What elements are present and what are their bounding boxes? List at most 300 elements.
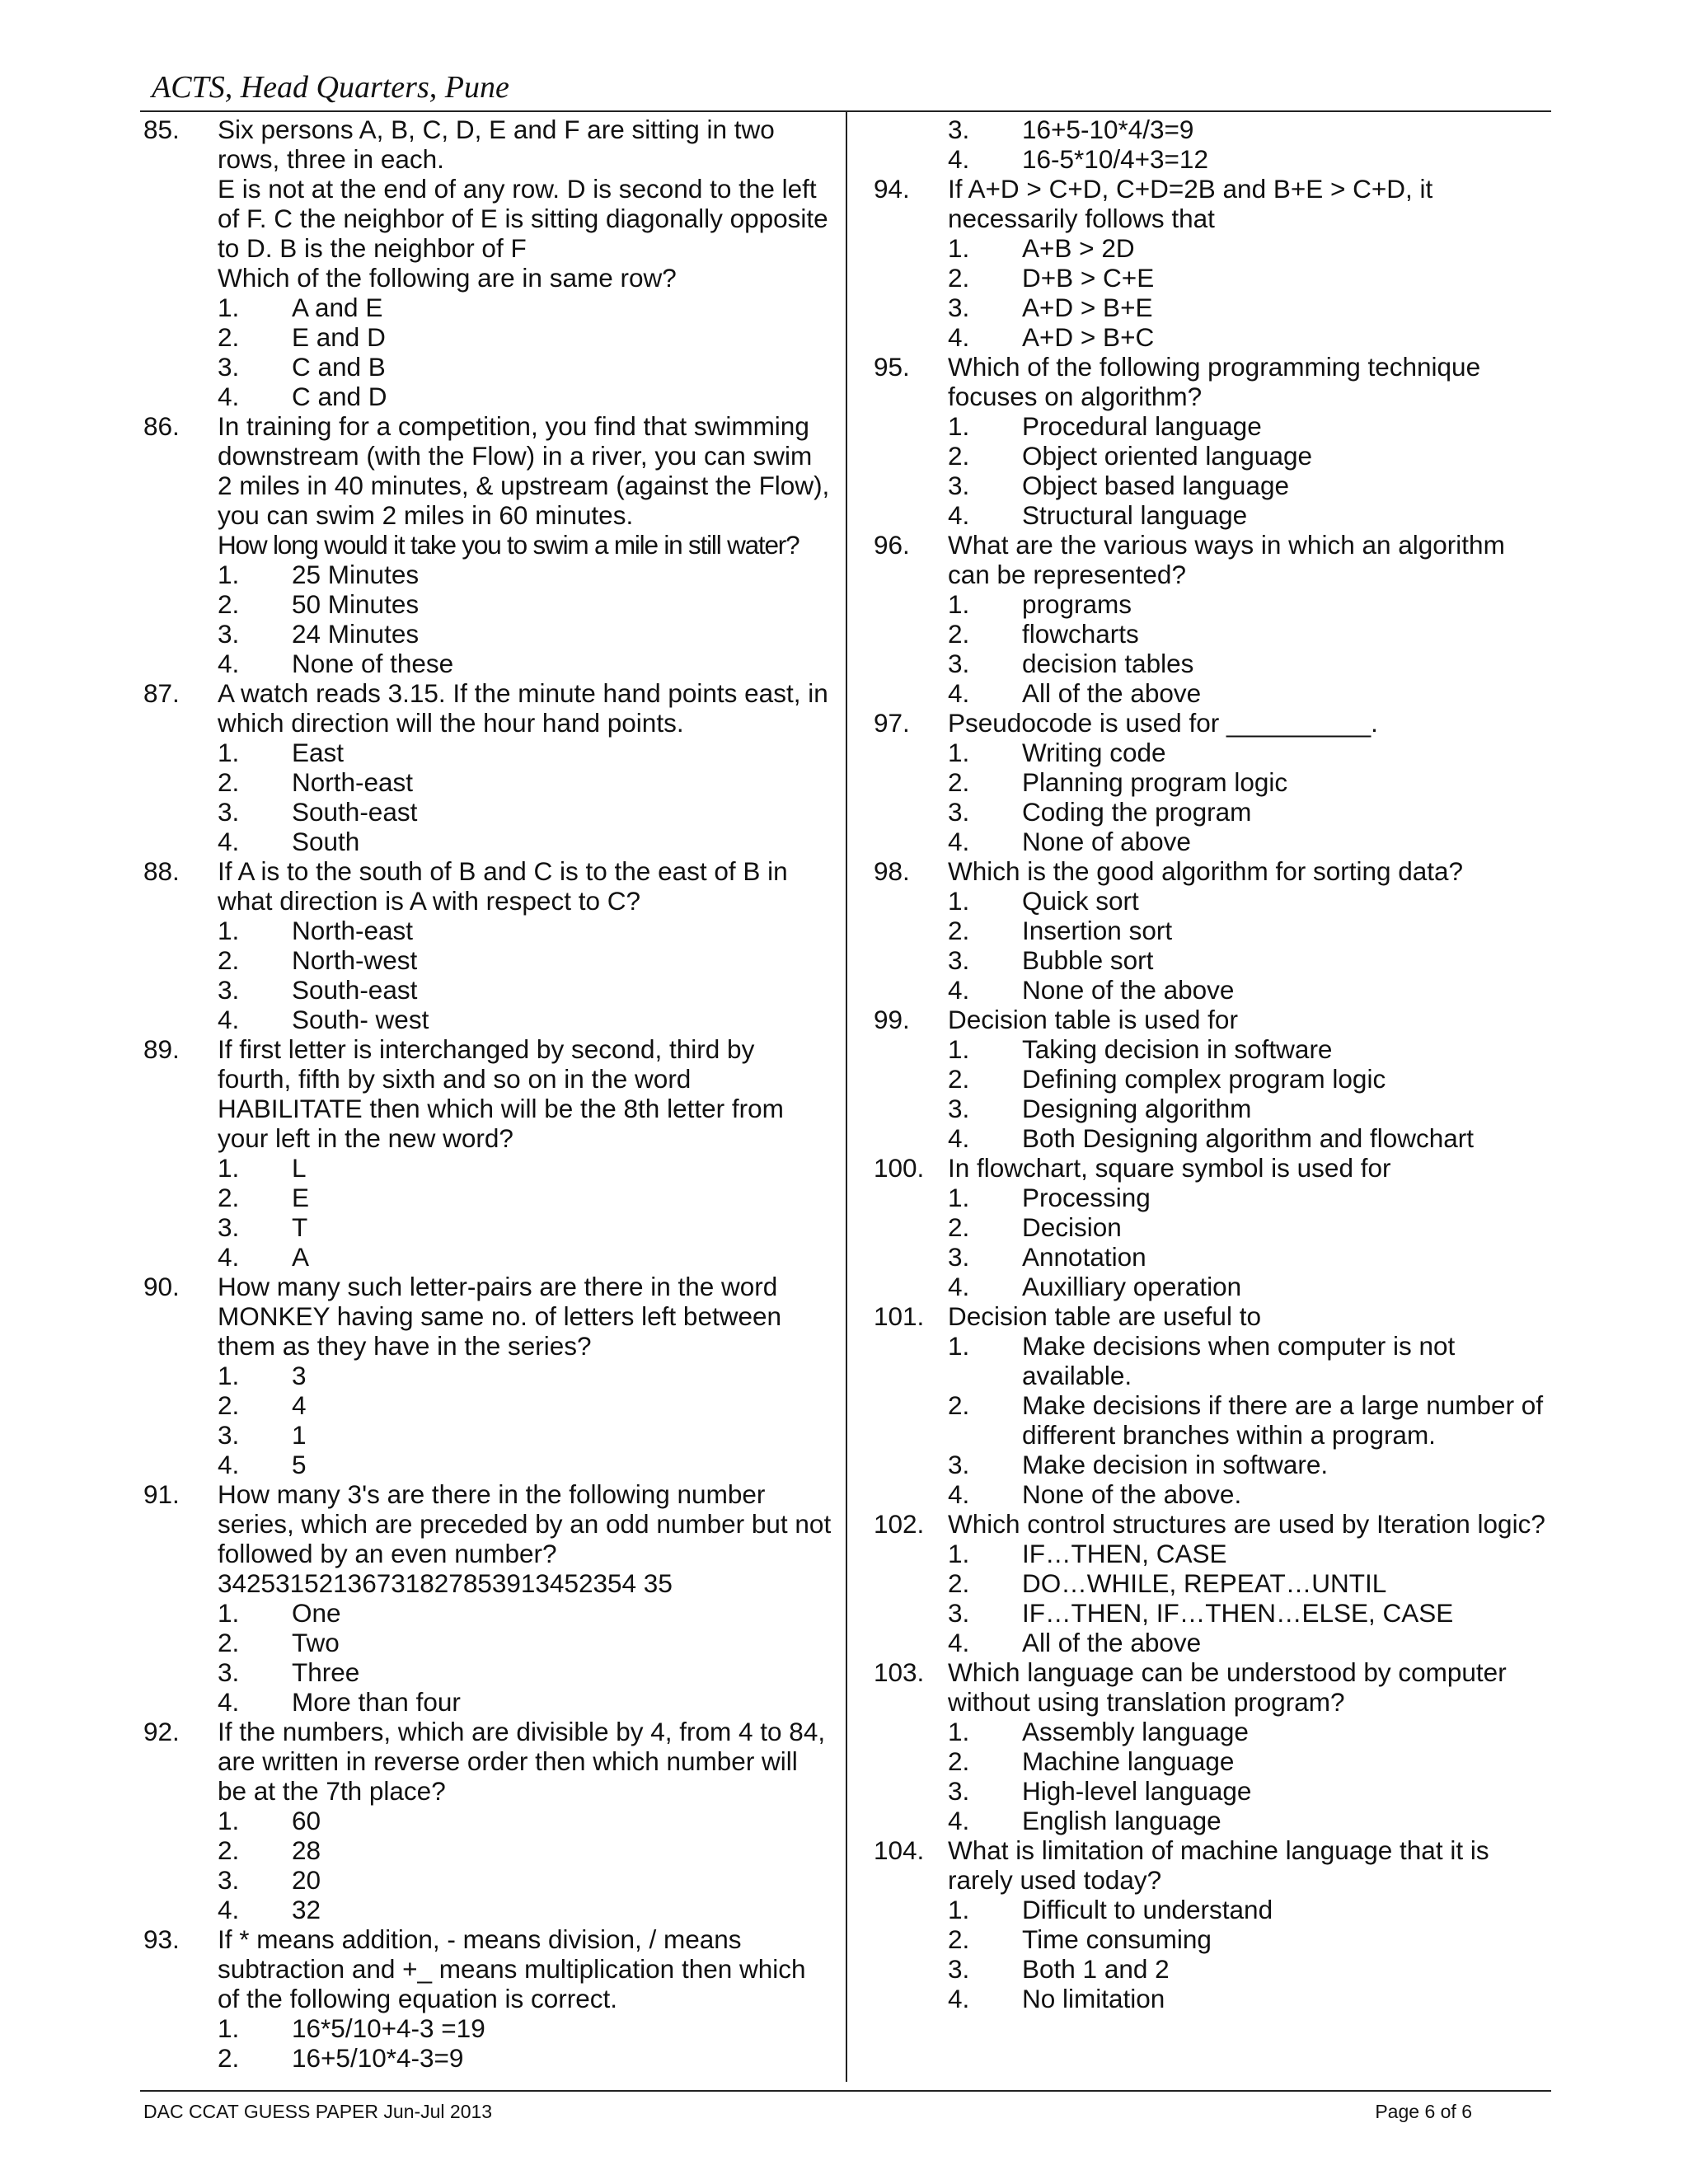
option-number: 2. (218, 1390, 240, 1420)
question-text: Six persons A, B, C, D, E and F are sitting in two rows, three in each. E is not at the end of any row. D is second to the left of F. C the neighbor of E is sitting diagonally opposite to D. B is the neighbor of F Which of the following are in same row? (218, 115, 828, 293)
option-number: 2. (218, 589, 240, 619)
question-item (143, 1272, 832, 1479)
answer-option (218, 1450, 832, 1479)
option-number: 1. (948, 1717, 970, 1746)
answer-option (218, 827, 832, 856)
option-text: 5 (292, 1450, 307, 1479)
question-number: 96. (874, 530, 910, 560)
option-number: 2. (218, 945, 240, 975)
option-text: South- west (292, 1005, 429, 1034)
option-text: A+D > B+E (1022, 293, 1153, 322)
option-number: 2. (948, 1212, 970, 1242)
option-text: Two (292, 1628, 340, 1657)
option-text: South (292, 827, 360, 856)
option-text: A and E (292, 293, 383, 322)
option-text: C and B (292, 352, 386, 382)
answer-option (948, 1954, 1550, 1984)
answer-option (948, 678, 1550, 708)
question-number: 103. (874, 1657, 925, 1687)
option-number: 3. (948, 1954, 970, 1984)
question-item (874, 1301, 1550, 1509)
option-text: North-east (292, 916, 414, 945)
option-number: 4. (218, 1450, 240, 1479)
answer-option (948, 619, 1550, 649)
answer-option (218, 589, 832, 619)
option-number: 3. (218, 975, 240, 1005)
option-number: 3. (218, 797, 240, 827)
question-body (218, 411, 832, 678)
option-number: 3. (948, 1094, 970, 1123)
question-item (874, 174, 1550, 352)
option-number: 3. (948, 649, 970, 678)
answer-option (948, 1123, 1550, 1153)
question-text: Pseudocode is used for __________. (948, 708, 1378, 738)
question-number: 93. (143, 1924, 180, 1954)
question-item (143, 1479, 832, 1717)
option-number: 1. (948, 411, 970, 441)
option-text: Object based language (1022, 471, 1289, 500)
question-body (218, 1924, 832, 2073)
answer-option (218, 382, 832, 411)
option-text: None of the above (1022, 975, 1235, 1005)
option-number: 4. (948, 1984, 970, 2013)
option-text: Both Designing algorithm and flowchart (1022, 1123, 1475, 1153)
option-number: 3. (218, 352, 240, 382)
option-text: A (292, 1242, 310, 1272)
option-number: 1. (218, 916, 240, 945)
option-text: C and D (292, 382, 387, 411)
option-text: Object oriented language (1022, 441, 1313, 471)
question-body (948, 1657, 1550, 1835)
option-text: D+B > C+E (1022, 263, 1155, 293)
option-text: Assembly language (1022, 1717, 1249, 1746)
answer-option (948, 1717, 1550, 1746)
option-number: 3. (948, 115, 970, 144)
question-text: If A is to the south of B and C is to the east of B in what direction is A with respect to C? (218, 856, 788, 916)
question-body (948, 174, 1550, 352)
answer-option (948, 1272, 1550, 1301)
answer-option (948, 1895, 1550, 1924)
question-text: How many 3's are there in the following number series, which are preceded by an odd number but not followed by an even number? 34253152136731827853913452354 35 (218, 1479, 832, 1598)
answer-option (218, 2043, 832, 2073)
option-text: Coding the program (1022, 797, 1252, 827)
answer-option (218, 1598, 832, 1628)
question-body (218, 1479, 832, 1717)
answer-option (948, 1034, 1550, 1064)
option-number: 2. (948, 441, 970, 471)
option-number: 3. (948, 1450, 970, 1479)
option-text: Defining complex program logic (1022, 1064, 1386, 1094)
option-number: 1. (218, 2013, 240, 2043)
answer-option (218, 1242, 832, 1272)
answer-option (948, 1628, 1550, 1657)
question-body (218, 115, 832, 411)
question-text: Which is the good algorithm for sorting data? (948, 856, 1464, 886)
answer-option (874, 144, 1550, 174)
answer-option (218, 1687, 832, 1717)
option-number: 4. (948, 1479, 970, 1509)
question-text: A watch reads 3.15. If the minute hand points east, in which direction will the hour hand points. (218, 678, 828, 738)
answer-option (218, 1390, 832, 1420)
option-number: 1. (218, 1598, 240, 1628)
option-number: 1. (218, 1806, 240, 1835)
option-text: South-east (292, 797, 418, 827)
answer-option (948, 975, 1550, 1005)
option-number: 2. (948, 263, 970, 293)
question-text: In training for a competition, you find that swimming downstream (with the Flow) in a river, you can swim 2 miles in 40 minutes, & upstream (against the Flow), you can swim 2 miles in 60 minutes. (218, 411, 830, 530)
option-number: 4. (948, 1272, 970, 1301)
answer-option (948, 945, 1550, 975)
question-text: Which control structures are used by Iteration logic? (948, 1509, 1545, 1539)
option-number: 2. (218, 1628, 240, 1657)
option-number: 4. (218, 1242, 240, 1272)
option-text: T (292, 1212, 308, 1242)
option-text: Insertion sort (1022, 916, 1173, 945)
option-number: 2. (948, 1390, 970, 1420)
option-number: 4. (948, 678, 970, 708)
option-text: A+D > B+C (1022, 322, 1155, 352)
answer-option (948, 233, 1550, 263)
question-text: How long would it take you to swim a mile in still water? (218, 530, 799, 560)
option-number: 3. (218, 1420, 240, 1450)
question-number: 86. (143, 411, 180, 441)
option-text: DO…WHILE, REPEAT…UNTIL (1022, 1568, 1387, 1598)
option-number: 2. (948, 619, 970, 649)
answer-option (948, 738, 1550, 767)
question-body (218, 1034, 832, 1272)
answer-option (948, 1094, 1550, 1123)
answer-option (218, 1153, 832, 1183)
right-column (874, 115, 1550, 2013)
question-item (143, 678, 832, 856)
question-text: In flowchart, square symbol is used for (948, 1153, 1391, 1183)
answer-option (218, 945, 832, 975)
option-text: programs (1022, 589, 1132, 619)
question-number: 91. (143, 1479, 180, 1509)
question-item (143, 1717, 832, 1924)
question-item (874, 1509, 1550, 1657)
footer-rule (140, 2090, 1551, 2092)
option-text: Make decision in software. (1022, 1450, 1329, 1479)
question-text: If first letter is interchanged by second, third by fourth, fifth by sixth and so on in the word HABILITATE then which will be the 8th letter from your left in the new word? (218, 1034, 784, 1153)
question-number: 92. (143, 1717, 180, 1746)
question-text: If A+D > C+D, C+D=2B and B+E > C+D, it necessarily follows that (948, 174, 1433, 233)
option-number: 3. (948, 293, 970, 322)
option-number: 1. (218, 1153, 240, 1183)
option-number: 4. (948, 500, 970, 530)
question-number: 89. (143, 1034, 180, 1064)
answer-option (218, 1628, 832, 1657)
option-text: Processing (1022, 1183, 1151, 1212)
answer-option (218, 797, 832, 827)
answer-option (948, 1776, 1550, 1806)
option-text: Auxilliary operation (1022, 1272, 1242, 1301)
option-number: 1. (948, 1034, 970, 1064)
question-item (874, 352, 1550, 530)
option-number: 4. (218, 1895, 240, 1924)
answer-option (948, 1390, 1550, 1450)
option-text: More than four (292, 1687, 461, 1717)
question-item (143, 411, 832, 678)
answer-option (218, 2013, 832, 2043)
option-number: 4. (948, 322, 970, 352)
option-text: High-level language (1022, 1776, 1252, 1806)
option-number: 1. (948, 1539, 970, 1568)
question-number: 95. (874, 352, 910, 382)
option-number: 1. (218, 560, 240, 589)
option-number: 1. (948, 589, 970, 619)
question-item (874, 1005, 1550, 1153)
answer-option (948, 1183, 1550, 1212)
question-number: 98. (874, 856, 910, 886)
question-item (874, 1835, 1550, 2013)
question-item (874, 708, 1550, 856)
answer-option (218, 1183, 832, 1212)
answer-option (948, 827, 1550, 856)
option-text: 28 (292, 1835, 321, 1865)
option-number: 2. (948, 1924, 970, 1954)
option-text: Time consuming (1022, 1924, 1212, 1954)
answer-option (218, 1806, 832, 1835)
question-number: 90. (143, 1272, 180, 1301)
answer-option (218, 916, 832, 945)
option-number: 2. (218, 2043, 240, 2073)
answer-option (948, 471, 1550, 500)
option-number: 2. (948, 916, 970, 945)
question-body (218, 1272, 832, 1479)
answer-option (948, 263, 1550, 293)
answer-option (874, 115, 1550, 144)
question-number: 100. (874, 1153, 925, 1183)
question-number: 104. (874, 1835, 925, 1865)
answer-option (948, 411, 1550, 441)
question-text: Which of the following programming technique focuses on algorithm? (948, 352, 1481, 411)
answer-option (948, 767, 1550, 797)
question-body (218, 1717, 832, 1924)
option-text: 60 (292, 1806, 321, 1835)
option-number: 4. (218, 382, 240, 411)
column-divider (846, 110, 847, 2082)
option-text: No limitation (1022, 1984, 1165, 2013)
option-text: Both 1 and 2 (1022, 1954, 1170, 1984)
answer-option (218, 767, 832, 797)
answer-option (948, 1984, 1550, 2013)
option-text: Designing algorithm (1022, 1094, 1252, 1123)
option-text: All of the above (1022, 678, 1202, 708)
answer-option (218, 1212, 832, 1242)
option-text: L (292, 1153, 307, 1183)
question-text: Decision table are useful to (948, 1301, 1261, 1331)
question-item (874, 1153, 1550, 1301)
option-number: 1. (218, 293, 240, 322)
option-number: 1. (948, 233, 970, 263)
option-number: 4. (218, 827, 240, 856)
question-body (218, 856, 832, 1034)
option-text: 1 (292, 1420, 307, 1450)
question-item (143, 115, 832, 411)
answer-option (948, 1598, 1550, 1628)
question-text: Which language can be understood by computer without using translation program? (948, 1657, 1507, 1717)
option-number: 1. (948, 1183, 970, 1212)
option-text: Structural language (1022, 500, 1248, 530)
option-text: Bubble sort (1022, 945, 1154, 975)
answer-option (218, 1835, 832, 1865)
option-number: 2. (948, 1746, 970, 1776)
answer-option (218, 619, 832, 649)
answer-option (218, 1657, 832, 1687)
answer-option (218, 738, 832, 767)
answer-option (948, 1806, 1550, 1835)
option-text: One (292, 1598, 341, 1628)
question-number: 102. (874, 1509, 925, 1539)
option-text: 16+5-10*4/3=9 (1022, 115, 1194, 144)
option-number: 1. (948, 1331, 970, 1361)
question-text: Decision table is used for (948, 1005, 1238, 1034)
answer-option (948, 1539, 1550, 1568)
answer-option (218, 649, 832, 678)
option-text: North-west (292, 945, 418, 975)
option-number: 4. (948, 144, 970, 174)
option-text: IF…THEN, CASE (1022, 1539, 1227, 1568)
answer-option (218, 1420, 832, 1450)
answer-option (948, 1479, 1550, 1509)
option-number: 4. (948, 1123, 970, 1153)
option-text: IF…THEN, IF…THEN…ELSE, CASE (1022, 1598, 1454, 1628)
option-number: 2. (948, 767, 970, 797)
option-text: 24 Minutes (292, 619, 420, 649)
answer-option (948, 589, 1550, 619)
question-text: What are the various ways in which an algorithm can be represented? (948, 530, 1505, 589)
question-body (948, 1005, 1550, 1153)
option-text: North-east (292, 767, 414, 797)
answer-option (218, 1895, 832, 1924)
option-number: 1. (948, 1895, 970, 1924)
option-text: 16+5/10*4-3=9 (292, 2043, 464, 2073)
question-number: 99. (874, 1005, 910, 1034)
option-text: 16*5/10+4-3 =19 (292, 2013, 485, 2043)
question-item (874, 530, 1550, 708)
option-number: 1. (948, 886, 970, 916)
option-number: 4. (218, 1005, 240, 1034)
answer-option (218, 322, 832, 352)
question-number: 88. (143, 856, 180, 886)
option-text: Writing code (1022, 738, 1166, 767)
answer-option (218, 293, 832, 322)
question-item (874, 1657, 1550, 1835)
option-text: Quick sort (1022, 886, 1139, 916)
question-body (948, 1509, 1550, 1657)
answer-option (948, 1924, 1550, 1954)
option-text: Three (292, 1657, 360, 1687)
left-column (143, 115, 832, 2073)
option-text: 4 (292, 1390, 307, 1420)
option-text: 25 Minutes (292, 560, 420, 589)
question-item (143, 1034, 832, 1272)
question-text: If * means addition, - means division, / means subtraction and +_ means multiplication then which of the following equation is correct. (218, 1924, 806, 2013)
option-text: Decision (1022, 1212, 1122, 1242)
answer-option (948, 500, 1550, 530)
answer-option (948, 1450, 1550, 1479)
option-text: E (292, 1183, 310, 1212)
answer-option (218, 560, 832, 589)
option-text: None of above (1022, 827, 1191, 856)
option-number: 3. (218, 1865, 240, 1895)
question-body (948, 856, 1550, 1005)
option-text: English language (1022, 1806, 1221, 1835)
answer-option (218, 1865, 832, 1895)
option-number: 4. (948, 1806, 970, 1835)
question-number: 97. (874, 708, 910, 738)
answer-option (948, 1212, 1550, 1242)
option-number: 4. (218, 649, 240, 678)
answer-option (948, 1568, 1550, 1598)
option-number: 2. (218, 767, 240, 797)
option-text: Machine language (1022, 1746, 1235, 1776)
option-text: Procedural language (1022, 411, 1262, 441)
continued-options (874, 115, 1550, 174)
option-text: East (292, 738, 345, 767)
option-text: None of these (292, 649, 454, 678)
option-text: 20 (292, 1865, 321, 1895)
option-text: South-east (292, 975, 418, 1005)
option-text: Planning program logic (1022, 767, 1288, 797)
question-item (143, 1924, 832, 2073)
option-number: 2. (218, 1183, 240, 1212)
answer-option (218, 1361, 832, 1390)
option-number: 4. (218, 1687, 240, 1717)
option-text: Make decisions if there are a large number of different branches within a program. (1022, 1390, 1544, 1450)
option-number: 3. (218, 619, 240, 649)
question-number: 87. (143, 678, 180, 708)
answer-option (948, 293, 1550, 322)
option-text: 32 (292, 1895, 321, 1924)
option-text: A+B > 2D (1022, 233, 1135, 263)
answer-option (948, 916, 1550, 945)
option-number: 3. (948, 1242, 970, 1272)
option-number: 4. (948, 827, 970, 856)
option-text: 50 Minutes (292, 589, 420, 619)
answer-option (948, 649, 1550, 678)
option-text: Taking decision in software (1022, 1034, 1333, 1064)
question-number: 85. (143, 115, 180, 144)
option-number: 1. (948, 738, 970, 767)
question-body (218, 678, 832, 856)
answer-option (948, 441, 1550, 471)
option-number: 2. (948, 1064, 970, 1094)
option-text: 16-5*10/4+3=12 (1022, 144, 1208, 174)
option-number: 2. (948, 1568, 970, 1598)
option-text: E and D (292, 322, 386, 352)
footer-page-number: Page 6 of 6 (1375, 2101, 1472, 2122)
question-body (948, 1301, 1550, 1509)
footer-paper-title: DAC CCAT GUESS PAPER Jun-Jul 2013 (143, 2101, 493, 2122)
option-text: Difficult to understand (1022, 1895, 1273, 1924)
question-text: What is limitation of machine language that it is rarely used today? (948, 1835, 1489, 1895)
option-number: 3. (948, 1776, 970, 1806)
option-number: 3. (948, 471, 970, 500)
answer-option (218, 352, 832, 382)
option-number: 3. (948, 1598, 970, 1628)
question-body (948, 352, 1550, 530)
option-text: flowcharts (1022, 619, 1139, 649)
question-text: If the numbers, which are divisible by 4, from 4 to 84, are written in reverse order then which number will be at the 7th place? (218, 1717, 826, 1806)
answer-option (948, 322, 1550, 352)
option-text: 3 (292, 1361, 307, 1390)
question-body (948, 1153, 1550, 1301)
answer-option (948, 1746, 1550, 1776)
option-text: All of the above (1022, 1628, 1202, 1657)
option-number: 1. (218, 738, 240, 767)
